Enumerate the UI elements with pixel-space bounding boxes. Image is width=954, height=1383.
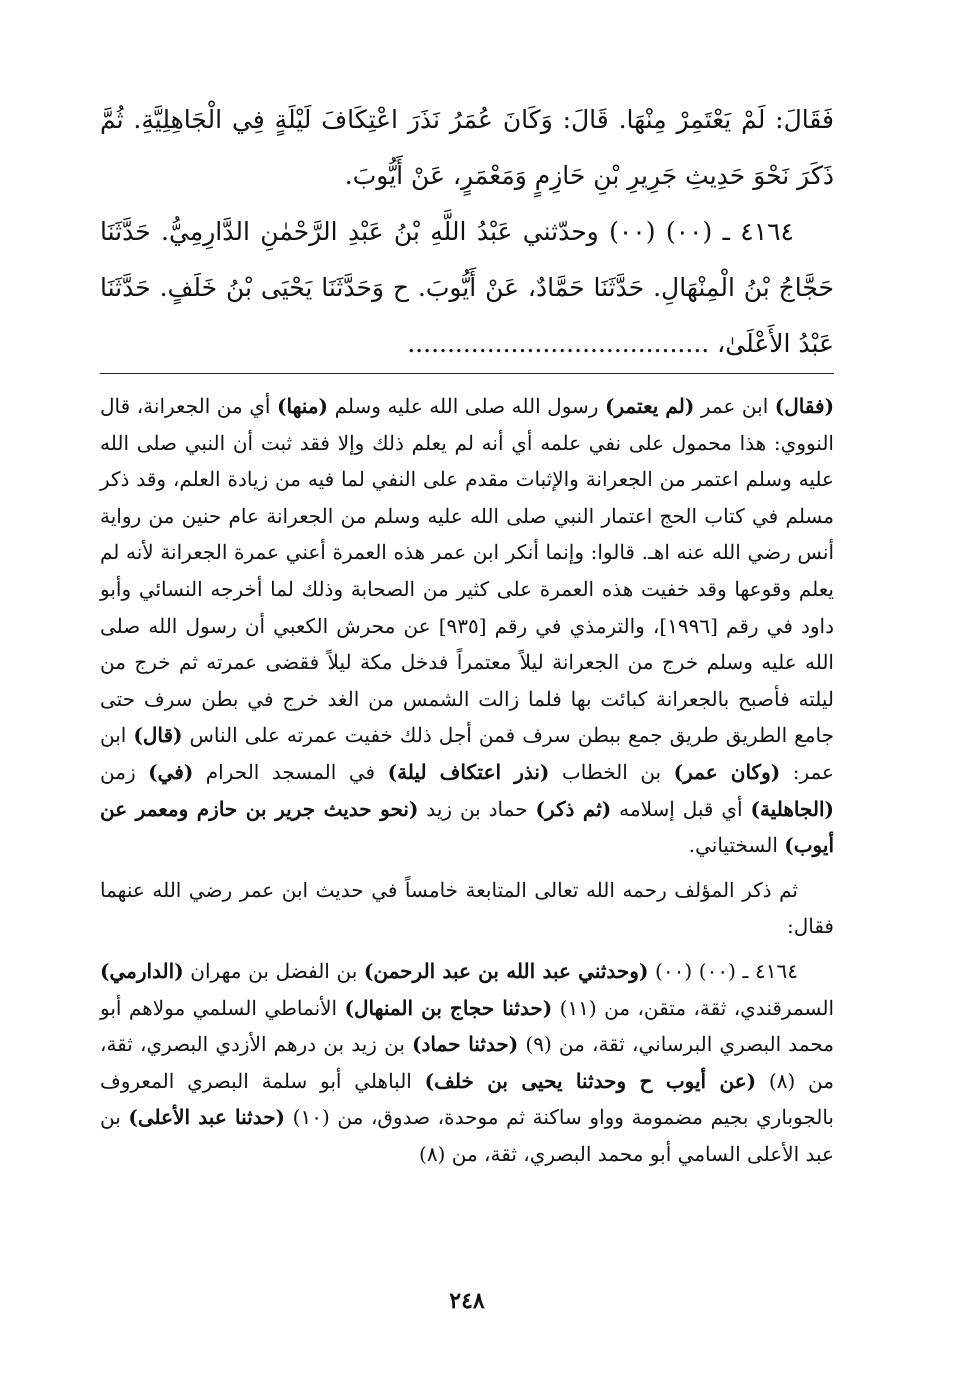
- commentary-span: ابن عمر: [694, 394, 775, 418]
- commentary-span: أي من الجعرانة، قال النووي: هذا محمول على نفي علمه أي أنه لم يعلم ذلك وإلا فقد ثبت أن النبي صلى الله عليه وسلم اعتمر من الجعرانة والإثبات مقدم على النفي لما فيه من زيادة العلم، وقد ذكر مسلم في كتاب الحج اعتمار النبي صلى الله عليه وسلم من الجعرانة عام حنين من رواية أنس رضي الله عنه اهـ. قالوا: وإنما أنكر ابن عمر هذه العمرة أعني عمرة الجعرانة لأنه لم يعلم وقوعها وقد خفيت هذه العمرة على كثير من الصحابة وذلك لما أخرجه النسائي وأبو داود في رقم [١٩٩٦]، والترمذي في رقم [٩٣٥] عن محرش الكعبي أن رسول الله صلى الله عليه وسلم خرج من الجعرانة ليلاً معتمراً فدخل مكة ليلاً فقضى عمرته ثم خرج من ليلته فأصبح بالجعرانة كبائت بها فلما زالت الشمس من الغد خرج في بطن سرف حتى جامع الطريق طريق جمع ببطن سرف فمن أجل ذلك خفيت عمرته على الناس: [100, 394, 835, 748]
- commentary-span: السختياني.: [688, 833, 785, 858]
- commentary-span: ٤١٦٤ ـ (٠٠) (٠٠): [648, 958, 798, 983]
- page-number: ٢٤٨: [449, 1288, 485, 1314]
- book-page: [100, 92, 834, 1342]
- commentary-span: حماد بن زيد: [418, 796, 536, 821]
- commentary-span: (في): [148, 759, 194, 784]
- commentary-span: (حدثنا حماد): [412, 1032, 519, 1057]
- commentary-span: ابن عمر:: [100, 723, 834, 784]
- commentary-span: (الجاهلية): [750, 796, 835, 821]
- commentary-span: (الدارمي): [100, 958, 184, 983]
- footnote-divider: [100, 373, 834, 374]
- hadith-paragraph-2: ٤١٦٤ ـ (٠٠) (٠٠) وحدّثني عَبْدُ اللَّهِ بْنُ عَبْدِ الرَّحْمٰنِ الدَّارِمِيُّ. حَدَّثَنَا حَجَّاجُ بْنُ الْمِنْهَالِ. حَدَّثَنَا حَمَّادٌ، عَنْ أَيُّوبَ. ح وَحَدَّثَنَا يَحْيَى بْنُ خَلَفٍ. حَدَّثَنَا عَبْدُ الأَعْلَىٰ، ......................................: [100, 217, 834, 358]
- commentary-span: (حدثنا عبد الأعلى): [128, 1105, 286, 1130]
- commentary-span: (لم يعتمر): [604, 394, 695, 418]
- commentary-span: (فقال): [774, 394, 835, 418]
- commentary-span: في المسجد الحرام: [193, 759, 388, 784]
- commentary-span: (نحو حديث جرير بن حازم ومعمر عن أيوب): [100, 796, 834, 858]
- commentary: [100, 388, 834, 1180]
- commentary-span: (ثم ذكر): [535, 796, 612, 821]
- commentary-span: رسول الله صلى الله عليه وسلم: [328, 394, 605, 418]
- commentary-paragraph-1: [100, 388, 834, 864]
- commentary-span: الأنماطي السلمي مولاهم أبو محمد البصري البرساني، ثقة، من (٩): [100, 995, 834, 1057]
- commentary-span: السمرقندي، ثقة، متقن، من (١١): [552, 995, 834, 1020]
- hadith-paragraph-1: فَقَالَ: لَمْ يَعْتَمِرْ مِنْهَا. قَالَ: وَكَانَ عُمَرُ نَذَرَ اعْتِكَافَ لَيْلَةٍ فِي الْجَاهِلِيَّةِ. ثُمَّ ذَكَرَ نَحْوَ حَدِيثِ جَرِيرِ بْنِ حَازِمٍ وَمَعْمَرٍ، عَنْ أَيُّوبَ.: [100, 105, 834, 190]
- commentary-paragraph-2: ثم ذكر المؤلف رحمه الله تعالى المتابعة خامساً في حديث ابن عمر رضي الله عنهما فقال:: [100, 877, 834, 939]
- commentary-span: (نذر اعتكاف ليلة): [387, 759, 550, 784]
- commentary-span: (عن أيوب ح وحدثنا يحيى بن خلف): [424, 1068, 757, 1093]
- commentary-span: (وكان عمر): [673, 759, 781, 784]
- commentary-span: بن الفضل بن مهران: [183, 958, 364, 983]
- commentary-span: (منها): [277, 394, 329, 418]
- hadith-text: [100, 92, 834, 372]
- commentary-span: الباهلي أبو سلمة البصري المعروف بالجوباري بجيم مضمومة وواو ساكنة ثم موحدة، صدوق، من (١٠): [100, 1068, 835, 1130]
- commentary-span: أي قبل إسلامه: [611, 796, 751, 821]
- commentary-span: بن الخطاب: [549, 759, 674, 784]
- commentary-span: (حدثنا حجاج بن المنهال): [344, 995, 553, 1020]
- commentary-span: (قال): [133, 723, 183, 748]
- commentary-span: زمن: [100, 759, 149, 784]
- commentary-span: (وحدثني عبد الله بن عبد الرحمن): [363, 958, 649, 983]
- commentary-paragraph-3: [100, 953, 834, 1173]
- commentary-span: بن زيد بن درهم الأزدي البصري، ثقة، من (٨): [100, 1032, 834, 1093]
- commentary-span: بن عبد الأعلى السامي أبو محمد البصري، ثقة، من (٨): [100, 1105, 834, 1166]
